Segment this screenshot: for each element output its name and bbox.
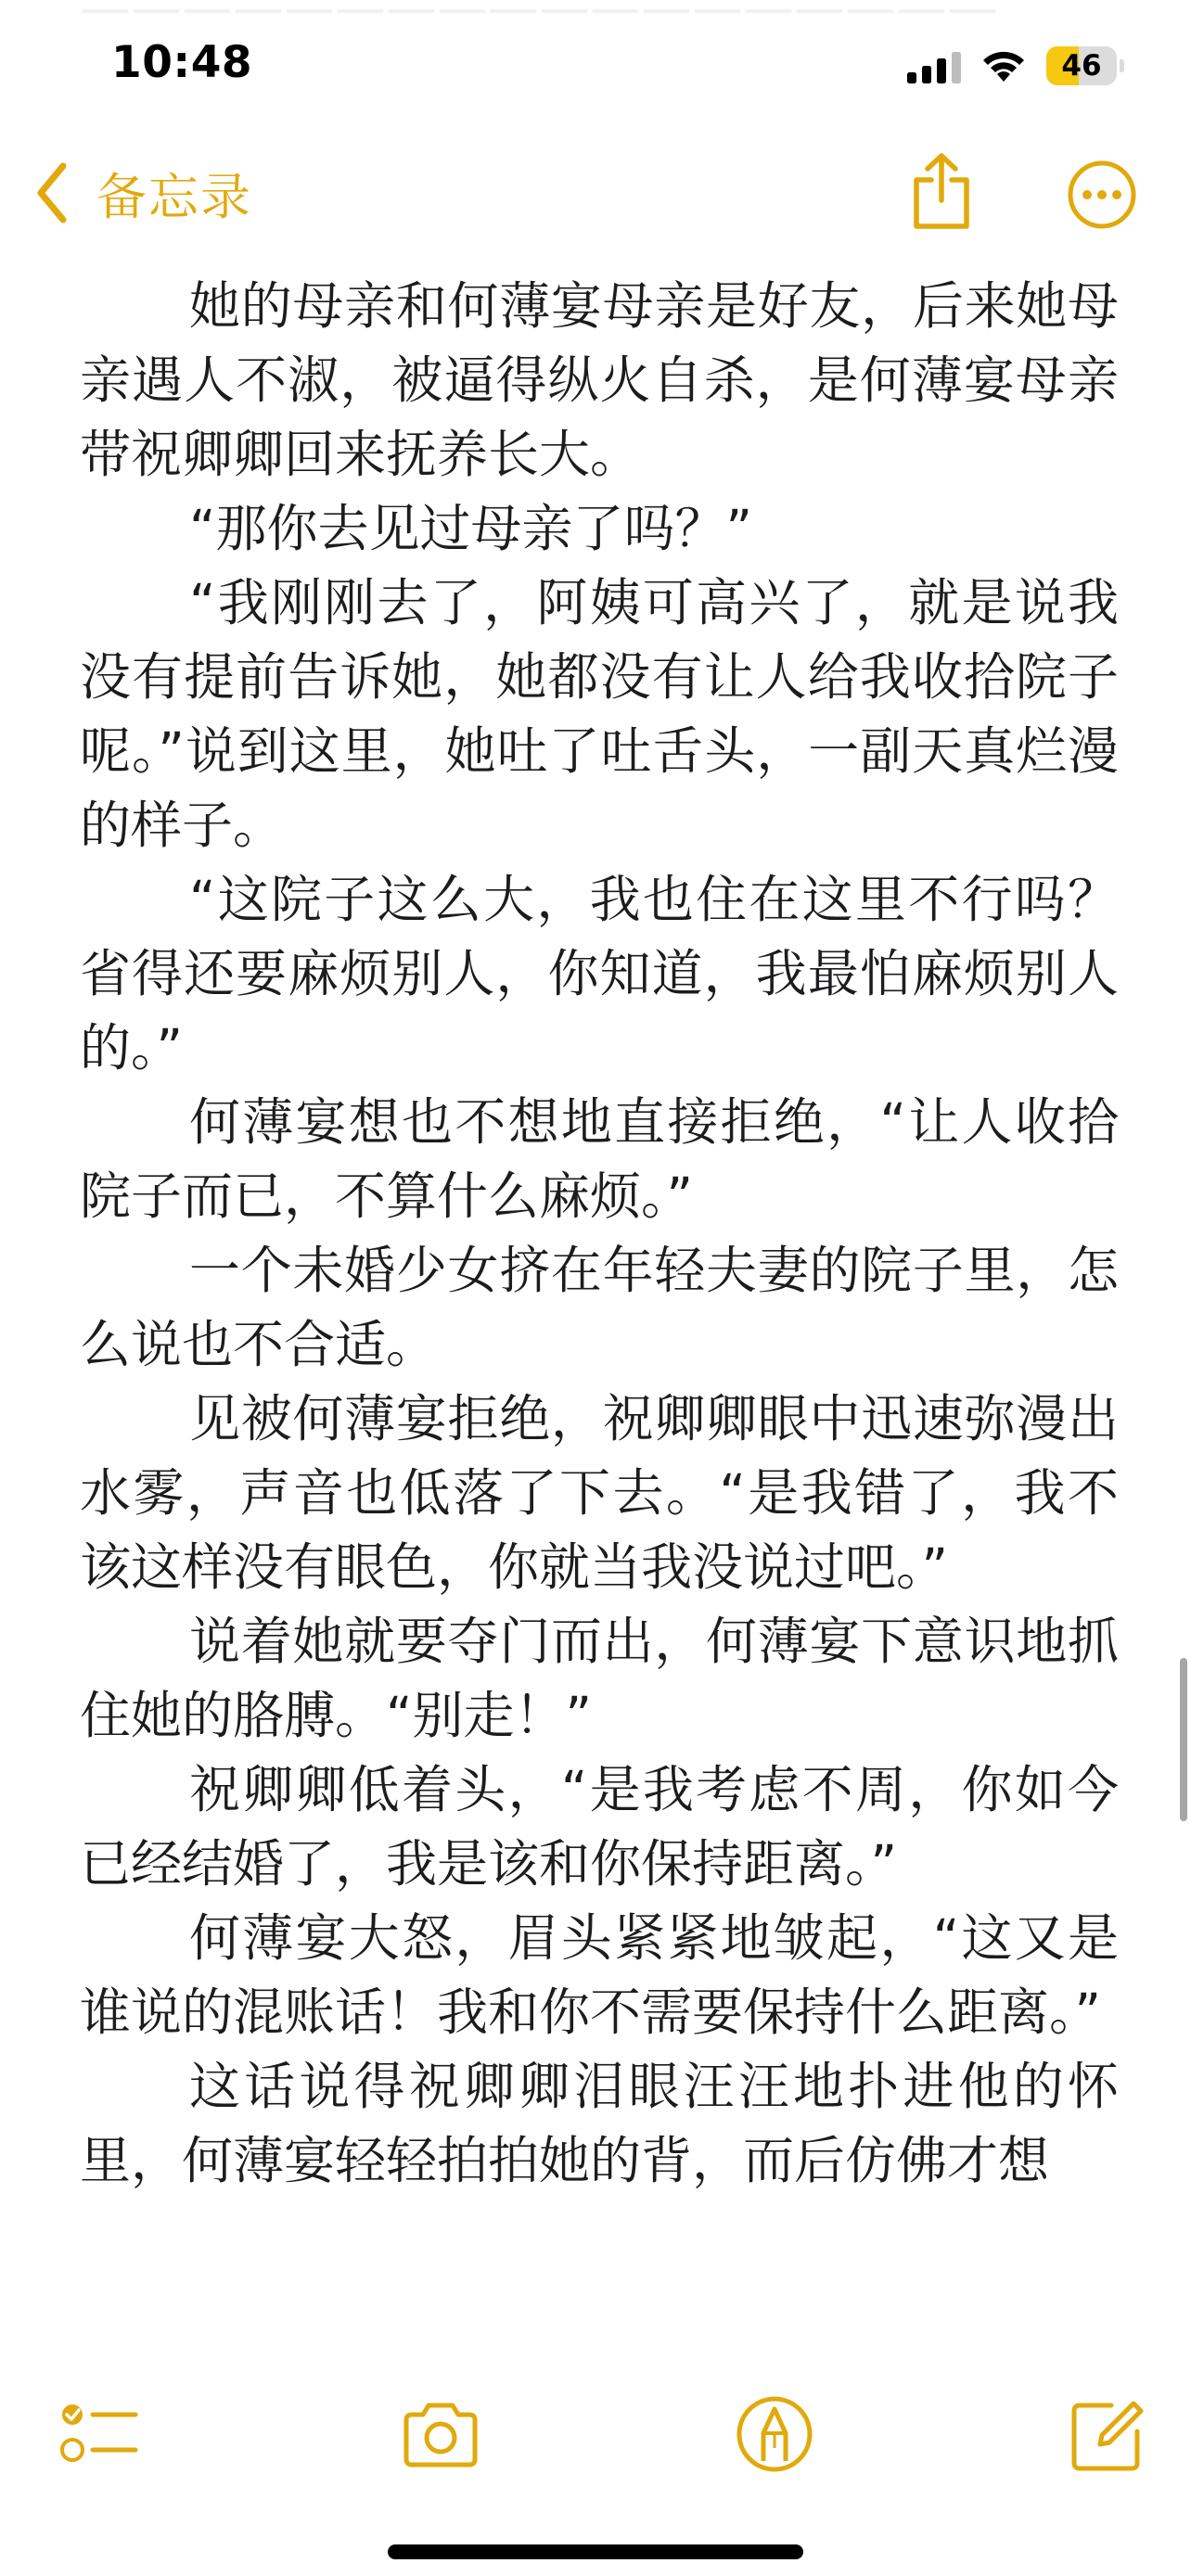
back-label: 备忘录 [96, 167, 252, 226]
share-icon[interactable] [909, 152, 974, 232]
compose-button[interactable] [1065, 2392, 1148, 2476]
note-paragraph: “那你去见过母亲了吗？” [189, 499, 752, 558]
note-paragraph: 何薄宴想也不想地直接拒绝，“让人收拾院子而已，不算什么麻烦。” [80, 1092, 1119, 1226]
battery-level: 46 [1061, 49, 1102, 83]
note-paragraph: “我刚刚去了，阿姨可高兴了，就是说我没有提前告诉她，她都没有让人给我收拾院子呢。”说到这里，她吐了吐舌头，一副天真烂漫的样子。 [80, 573, 1119, 855]
note-body[interactable] [80, 269, 1119, 2198]
note-paragraph: 她的母亲和何薄宴母亲是好友，后来她母亲遇人不淑，被逼得纵火自杀，是何薄宴母亲带祝卿卿回来抚养长大。 [80, 276, 1119, 484]
note-paragraph: “这院子这么大，我也住在这里不行吗？省得还要麻烦别人，你知道，我最怕麻烦别人的。” [80, 870, 1119, 1078]
note-paragraph: 说着她就要夺门而出，何薄宴下意识地抓住她的胳膊。“别走！” [80, 1612, 1119, 1745]
scrolled-under-text: —————————————————— [80, 0, 998, 37]
battery-icon [1046, 46, 1124, 85]
note-paragraph: 这话说得祝卿卿泪眼汪汪地扑进他的怀里，何薄宴轻轻拍拍她的背，而后仿佛才想 [80, 2057, 1119, 2190]
note-paragraph: 祝卿卿低着头，“是我考虑不周，你如今已经结婚了，我是该和你保持距离。” [80, 1760, 1119, 1894]
ellipsis-circle-icon[interactable] [1067, 159, 1137, 230]
note-paragraph: 见被何薄宴拒绝，祝卿卿眼中迅速弥漫出水雾，声音也低落了下去。“是我错了，我不该这样没有眼色，你就当我没说过吧。” [80, 1389, 1119, 1597]
compose-icon [1065, 2392, 1148, 2476]
markup-pen-icon [733, 2392, 816, 2476]
status-bar [0, 0, 1191, 139]
scroll-indicator[interactable] [1180, 1658, 1187, 1821]
nav-bar [0, 139, 1191, 250]
home-indicator[interactable] [388, 2544, 803, 2559]
camera-icon [399, 2392, 482, 2476]
chevron-left-icon [33, 160, 70, 225]
status-time: 10:48 [111, 37, 253, 88]
bottom-toolbar [0, 2383, 1191, 2494]
note-paragraph: 何薄宴大怒，眉头紧紧地皱起，“这又是谁说的混账话！我和你不需要保持什么距离。” [80, 1908, 1119, 2042]
checklist-button[interactable] [58, 2392, 141, 2476]
camera-button[interactable] [399, 2392, 482, 2476]
markup-button[interactable] [733, 2392, 816, 2476]
checklist-icon [58, 2392, 141, 2476]
signal-icon [907, 52, 961, 83]
back-button[interactable] [33, 156, 252, 230]
note-paragraph: 一个未婚少女挤在年轻夫妻的院子里，怎么说也不合适。 [80, 1241, 1119, 1374]
wifi-icon [980, 46, 1028, 83]
